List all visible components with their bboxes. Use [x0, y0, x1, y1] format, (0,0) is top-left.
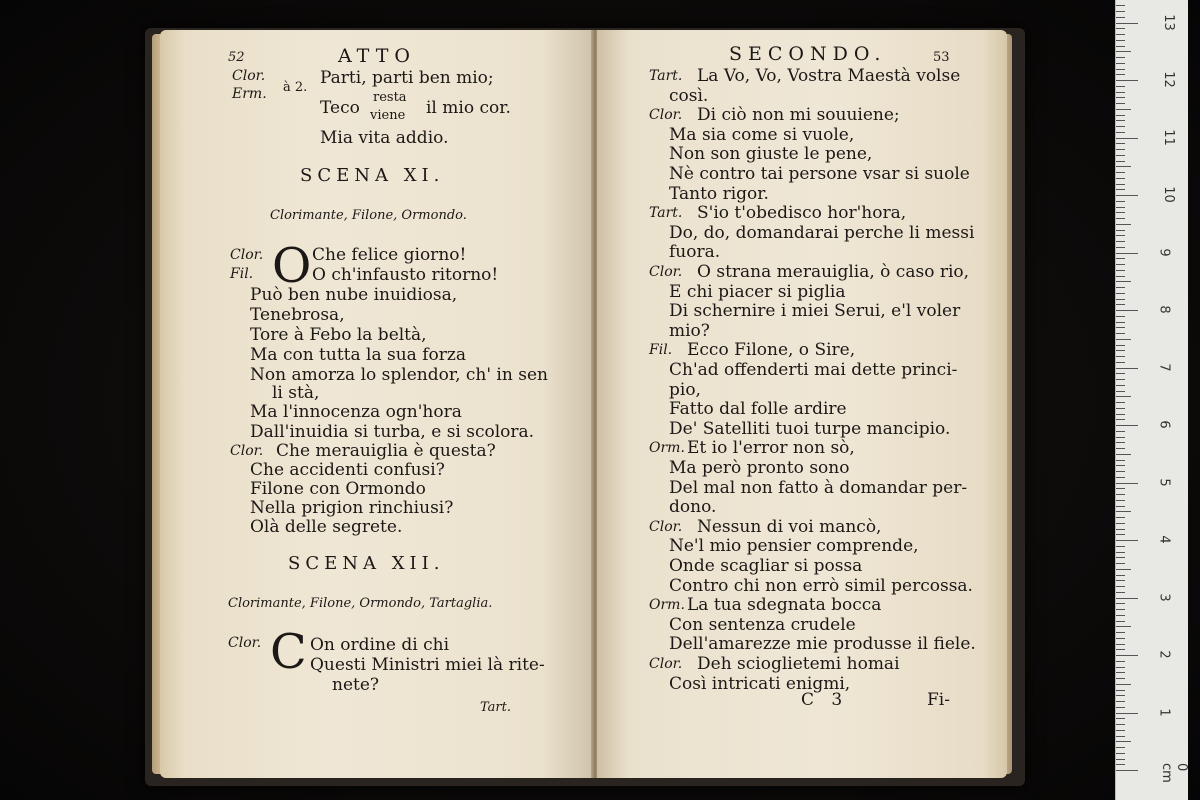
- catchword: Tart.: [480, 700, 511, 715]
- ruler-tick: [1116, 747, 1125, 748]
- ruler-tick: [1116, 695, 1125, 696]
- ruler-tick: [1116, 322, 1125, 323]
- ruler-tick: [1116, 339, 1131, 340]
- verse-line: Di ciò non mi souuiene;: [697, 105, 900, 126]
- ruler-tick: [1116, 649, 1125, 650]
- ruler-tick: [1116, 764, 1125, 765]
- verse-line: Mia vita addio.: [320, 128, 449, 148]
- verse-line: viene: [370, 108, 406, 123]
- ruler-tick: [1116, 17, 1125, 18]
- ruler-tick: [1116, 149, 1125, 150]
- ruler-tick: [1116, 552, 1125, 553]
- ruler-tick: [1116, 11, 1125, 12]
- verse-line: Tore à Febo la beltà,: [250, 325, 427, 345]
- verse-line: Tanto rigor.: [669, 183, 769, 204]
- ruler-tick: [1116, 120, 1125, 121]
- ruler-tick: [1116, 563, 1125, 564]
- ruler-label: 3: [1156, 592, 1172, 602]
- ruler-tick: [1116, 207, 1125, 208]
- verse-line: De' Satelliti tuoi turpe mancipio.: [669, 418, 951, 439]
- ruler-tick: [1116, 534, 1125, 535]
- ruler-tick: [1116, 592, 1125, 593]
- ruler-label: 5: [1156, 477, 1172, 487]
- speaker: Clor.: [649, 107, 683, 124]
- scene-title: SCENA XII.: [288, 553, 445, 574]
- ruler-tick: [1116, 287, 1125, 288]
- ruler-tick: [1116, 546, 1125, 547]
- ruler-tick: [1116, 247, 1125, 248]
- verse-line: Teco: [320, 98, 360, 118]
- signature-mark: C 3: [801, 690, 849, 710]
- ruler-tick: [1116, 74, 1125, 75]
- ruler-tick: [1116, 730, 1125, 731]
- ruler-tick: [1116, 431, 1125, 432]
- speaker: Fil.: [649, 342, 673, 359]
- speaker: Clor.: [228, 635, 262, 651]
- ruler-tick: [1116, 258, 1125, 259]
- ruler-tick: [1116, 615, 1125, 616]
- ruler-tick: [1116, 299, 1125, 300]
- ruler-label: 1: [1156, 707, 1172, 717]
- verse-line: nete?: [332, 675, 380, 695]
- ruler-tick: [1116, 488, 1125, 489]
- a-due: à 2.: [283, 80, 308, 95]
- speaker: Tart.: [649, 205, 683, 222]
- verse-line: Dall'inuidia si turba, e si scolora.: [250, 422, 535, 442]
- ruler-tick: [1116, 350, 1125, 351]
- ruler-label: 9: [1156, 247, 1172, 257]
- ruler-tick: [1116, 379, 1125, 380]
- ruler-tick: [1116, 621, 1125, 622]
- verse-line: Contro chi non errò simil percossa.: [669, 575, 973, 596]
- verse-line: Parti, parti ben mio;: [320, 68, 494, 88]
- ruler-tick: [1116, 759, 1125, 760]
- ruler-label: 12: [1160, 71, 1176, 88]
- ruler-tick: [1116, 500, 1125, 501]
- ruler-label: 8: [1156, 305, 1172, 314]
- verse-line: Che felice giorno!: [312, 245, 467, 265]
- ruler-tick: [1116, 586, 1125, 587]
- ruler-tick: [1116, 143, 1125, 144]
- speaker: Clor.: [232, 68, 266, 84]
- verse-line: Tenebrosa,: [250, 305, 345, 325]
- scene-title: SCENA XI.: [300, 165, 445, 186]
- ruler-tick: [1116, 506, 1125, 507]
- ruler-tick: [1116, 414, 1125, 415]
- ruler-tick: [1116, 92, 1125, 93]
- ruler-tick: [1116, 707, 1125, 708]
- ruler-tick: [1116, 523, 1125, 524]
- verse-line: così.: [669, 85, 709, 106]
- verse-line: Do, do, domandarai perche li messi: [669, 222, 975, 243]
- verse-line: Ne'l mio pensier comprende,: [669, 536, 919, 557]
- verse-line: Questi Ministri miei là rite-: [310, 655, 545, 675]
- ruler-tick: [1116, 23, 1138, 24]
- ruler-tick: [1116, 293, 1125, 294]
- ruler-tick: [1116, 632, 1125, 633]
- verse-line: Nè contro tai persone vsar si suole: [669, 164, 970, 184]
- ruler-tick: [1116, 701, 1125, 702]
- ruler-tick: [1116, 172, 1125, 173]
- ruler-tick: [1116, 5, 1125, 6]
- ruler-tick: [1116, 304, 1125, 305]
- ruler-tick: [1116, 575, 1125, 576]
- ruler-tick: [1116, 333, 1125, 334]
- verse-line: O ch'infausto ritorno!: [312, 265, 499, 285]
- ruler-tick: [1116, 63, 1125, 64]
- ruler-tick: [1116, 126, 1125, 127]
- page-number-left: 52: [228, 50, 245, 65]
- verse-line: Filone con Ormondo: [250, 479, 426, 499]
- ruler-tick: [1116, 465, 1125, 466]
- speaker: Orm.: [649, 440, 685, 457]
- ruler-tick: [1116, 161, 1125, 162]
- speaker: Clor.: [230, 443, 264, 459]
- ruler-tick: [1116, 385, 1125, 386]
- page-number-right: 53: [933, 50, 950, 65]
- verse-line: Non son giuste le pene,: [669, 144, 873, 165]
- drop-cap: C: [270, 624, 307, 680]
- ruler-label: 11: [1160, 128, 1176, 146]
- speaker: Clor.: [649, 264, 683, 280]
- ruler-tick: [1116, 736, 1125, 737]
- ruler-tick: [1116, 425, 1138, 426]
- ruler-tick: [1116, 345, 1125, 346]
- verse-line: Non amorza lo splendor, ch' in sen: [250, 365, 548, 385]
- ruler-tick: [1116, 362, 1125, 363]
- ruler-tick: [1116, 448, 1125, 449]
- ruler-tick: [1116, 132, 1125, 133]
- ruler-tick: [1116, 115, 1125, 116]
- ruler-tick: [1116, 437, 1125, 438]
- ruler-tick: [1116, 356, 1125, 357]
- ruler-tick: [1116, 189, 1125, 190]
- ruler-label: 7: [1156, 362, 1172, 372]
- ruler-tick: [1116, 34, 1125, 35]
- ruler-tick: [1116, 184, 1125, 185]
- verse-line: Del mal non fatto à domandar per-: [669, 477, 968, 498]
- ruler-tick: [1116, 103, 1125, 104]
- ruler-tick: [1116, 770, 1138, 771]
- right-page: [597, 30, 1007, 778]
- ruler-tick: [1116, 718, 1125, 719]
- left-page: [160, 30, 593, 778]
- ruler-tick: [1116, 655, 1138, 656]
- ruler-tick: [1116, 230, 1125, 231]
- ruler-label: 0 cm: [1159, 763, 1189, 783]
- ruler-tick: [1116, 517, 1125, 518]
- ruler-tick: [1116, 138, 1138, 139]
- speaker: Clor.: [649, 518, 683, 535]
- ruler-tick: [1116, 86, 1125, 87]
- verse-line: La tua sdegnata bocca: [687, 595, 882, 616]
- running-head-left: ATTO: [338, 45, 416, 67]
- ruler-tick: [1116, 494, 1125, 495]
- ruler-tick: [1116, 28, 1125, 29]
- verse-line: Nessun di voi mancò,: [697, 516, 882, 537]
- ruler-tick: [1116, 609, 1125, 610]
- ruler-tick: [1116, 684, 1131, 685]
- ruler-tick: [1116, 241, 1125, 242]
- verse-line: Che accidenti confusi?: [250, 460, 445, 480]
- ruler-tick: [1116, 408, 1125, 409]
- ruler-tick: [1116, 235, 1125, 236]
- drop-cap: O: [272, 238, 312, 294]
- verse-line: Così intricati enigmi,: [669, 673, 851, 694]
- speaker: Orm.: [649, 597, 685, 614]
- ruler-tick: [1116, 281, 1131, 282]
- verse-line: Ecco Filone, o Sire,: [687, 340, 856, 361]
- ruler-tick: [1116, 540, 1138, 541]
- ruler-tick: [1116, 454, 1131, 455]
- ruler-tick: [1116, 264, 1125, 265]
- ruler-tick: [1116, 690, 1125, 691]
- verse-line: Ch'ad offenderti mai dette princi-: [669, 360, 958, 380]
- verse-line: On ordine di chi: [310, 635, 450, 655]
- ruler-tick: [1116, 218, 1125, 219]
- speaker: Fil.: [230, 266, 254, 282]
- verse-line: Olà delle segrete.: [250, 517, 403, 537]
- ruler-label: 2: [1156, 650, 1172, 659]
- ruler-tick: [1116, 97, 1125, 98]
- ruler-tick: [1116, 195, 1138, 196]
- ruler-tick: [1116, 69, 1125, 70]
- ruler-tick: [1116, 678, 1125, 679]
- verse-line: Dell'amarezze mie produsse il fiele.: [669, 634, 976, 655]
- ruler-tick: [1116, 373, 1125, 374]
- measurement-ruler: [1115, 0, 1188, 800]
- ruler-tick: [1116, 442, 1125, 443]
- ruler-tick: [1116, 391, 1125, 392]
- ruler-tick: [1116, 402, 1125, 403]
- verse-line: La Vo, Vo, Vostra Maestà volse: [697, 66, 961, 86]
- ruler-tick: [1116, 327, 1125, 328]
- verse-line: mio?: [669, 320, 710, 341]
- verse-line: Onde scagliar si possa: [669, 556, 863, 576]
- verse-line: E chi piacer si piglia: [669, 281, 846, 302]
- ruler-tick: [1116, 638, 1125, 639]
- ruler-tick: [1116, 713, 1138, 714]
- ruler-tick: [1116, 46, 1125, 47]
- ruler-label: 13: [1160, 13, 1176, 31]
- ruler-tick: [1116, 580, 1125, 581]
- ruler-tick: [1116, 155, 1125, 156]
- ruler-tick: [1116, 661, 1125, 662]
- ruler-tick: [1116, 253, 1138, 254]
- speaker: Clor.: [649, 656, 683, 672]
- verse-line: S'io t'obedisco hor'hora,: [697, 203, 907, 224]
- verse-line: il mio cor.: [426, 98, 511, 118]
- ruler-tick: [1116, 166, 1131, 167]
- verse-line: fuora.: [669, 242, 721, 263]
- ruler-tick: [1116, 471, 1125, 472]
- ruler-tick: [1116, 667, 1125, 668]
- ruler-tick: [1116, 316, 1125, 317]
- verse-line: Ma con tutta la sua forza: [250, 345, 466, 365]
- ruler-label: 6: [1156, 420, 1172, 429]
- ruler-tick: [1116, 672, 1125, 673]
- verse-line: Con sentenza crudele: [669, 614, 856, 635]
- verse-line: Et io l'error non sò,: [687, 438, 855, 459]
- verse-line: Ma però pronto sono: [669, 458, 850, 478]
- ruler-tick: [1116, 626, 1131, 627]
- speaker: Erm.: [232, 86, 267, 102]
- verse-line: pio,: [669, 379, 701, 400]
- verse-line: Nella prigion rinchiusi?: [250, 498, 454, 518]
- ruler-tick: [1116, 460, 1125, 461]
- ruler-tick: [1116, 529, 1125, 530]
- ruler-tick: [1116, 603, 1125, 604]
- scene-cast: Clorimante, Filone, Ormondo.: [270, 208, 467, 223]
- ruler-label: 4: [1156, 535, 1172, 544]
- ruler-tick: [1116, 270, 1125, 271]
- speaker: Clor.: [230, 247, 264, 263]
- running-head-right: SECONDO.: [729, 43, 887, 65]
- ruler-tick: [1116, 483, 1138, 484]
- verse-line: Ma l'innocenza ogn'hora: [250, 402, 462, 422]
- speaker: Tart.: [649, 68, 683, 84]
- verse-line: Deh scioglietemi homai: [697, 654, 900, 674]
- verse-line: O strana merauiglia, ò caso rio,: [697, 262, 970, 282]
- ruler-tick: [1116, 477, 1125, 478]
- ruler-tick: [1116, 80, 1138, 81]
- ruler-tick: [1116, 212, 1125, 213]
- scene-cast: Clorimante, Filone, Ormondo, Tartaglia.: [228, 596, 493, 611]
- verse-line: dono.: [669, 497, 717, 518]
- ruler-tick: [1116, 741, 1131, 742]
- verse-line: li stà,: [272, 383, 320, 403]
- ruler-tick: [1116, 419, 1125, 420]
- ruler-tick: [1116, 201, 1125, 202]
- ruler-tick: [1116, 57, 1125, 58]
- ruler-tick: [1116, 598, 1138, 599]
- ruler-tick: [1116, 310, 1138, 311]
- ruler-tick: [1116, 51, 1131, 52]
- verse-line: Ma sia come si vuole,: [669, 124, 855, 145]
- verse-line: Che merauiglia è questa?: [276, 441, 496, 461]
- ruler-tick: [1116, 40, 1125, 41]
- ruler-tick: [1116, 368, 1138, 369]
- ruler-label: 10: [1160, 186, 1176, 203]
- verse-line: Può ben nube inuidiosa,: [250, 285, 458, 305]
- ruler-tick: [1116, 753, 1125, 754]
- ruler-tick: [1116, 396, 1131, 397]
- ruler-tick: [1116, 644, 1125, 645]
- ruler-tick: [1116, 557, 1125, 558]
- verse-line: Di schernire i miei Serui, e'l voler: [669, 301, 961, 322]
- ruler-tick: [1116, 569, 1131, 570]
- ruler-tick: [1116, 511, 1131, 512]
- ruler-tick: [1116, 224, 1131, 225]
- verse-line: resta: [373, 90, 407, 105]
- ruler-tick: [1116, 109, 1131, 110]
- ruler-tick: [1116, 178, 1125, 179]
- verse-line: Fatto dal folle ardire: [669, 399, 847, 420]
- ruler-tick: [1116, 724, 1125, 725]
- ruler-tick: [1116, 276, 1125, 277]
- catchword: Fi-: [927, 690, 950, 710]
